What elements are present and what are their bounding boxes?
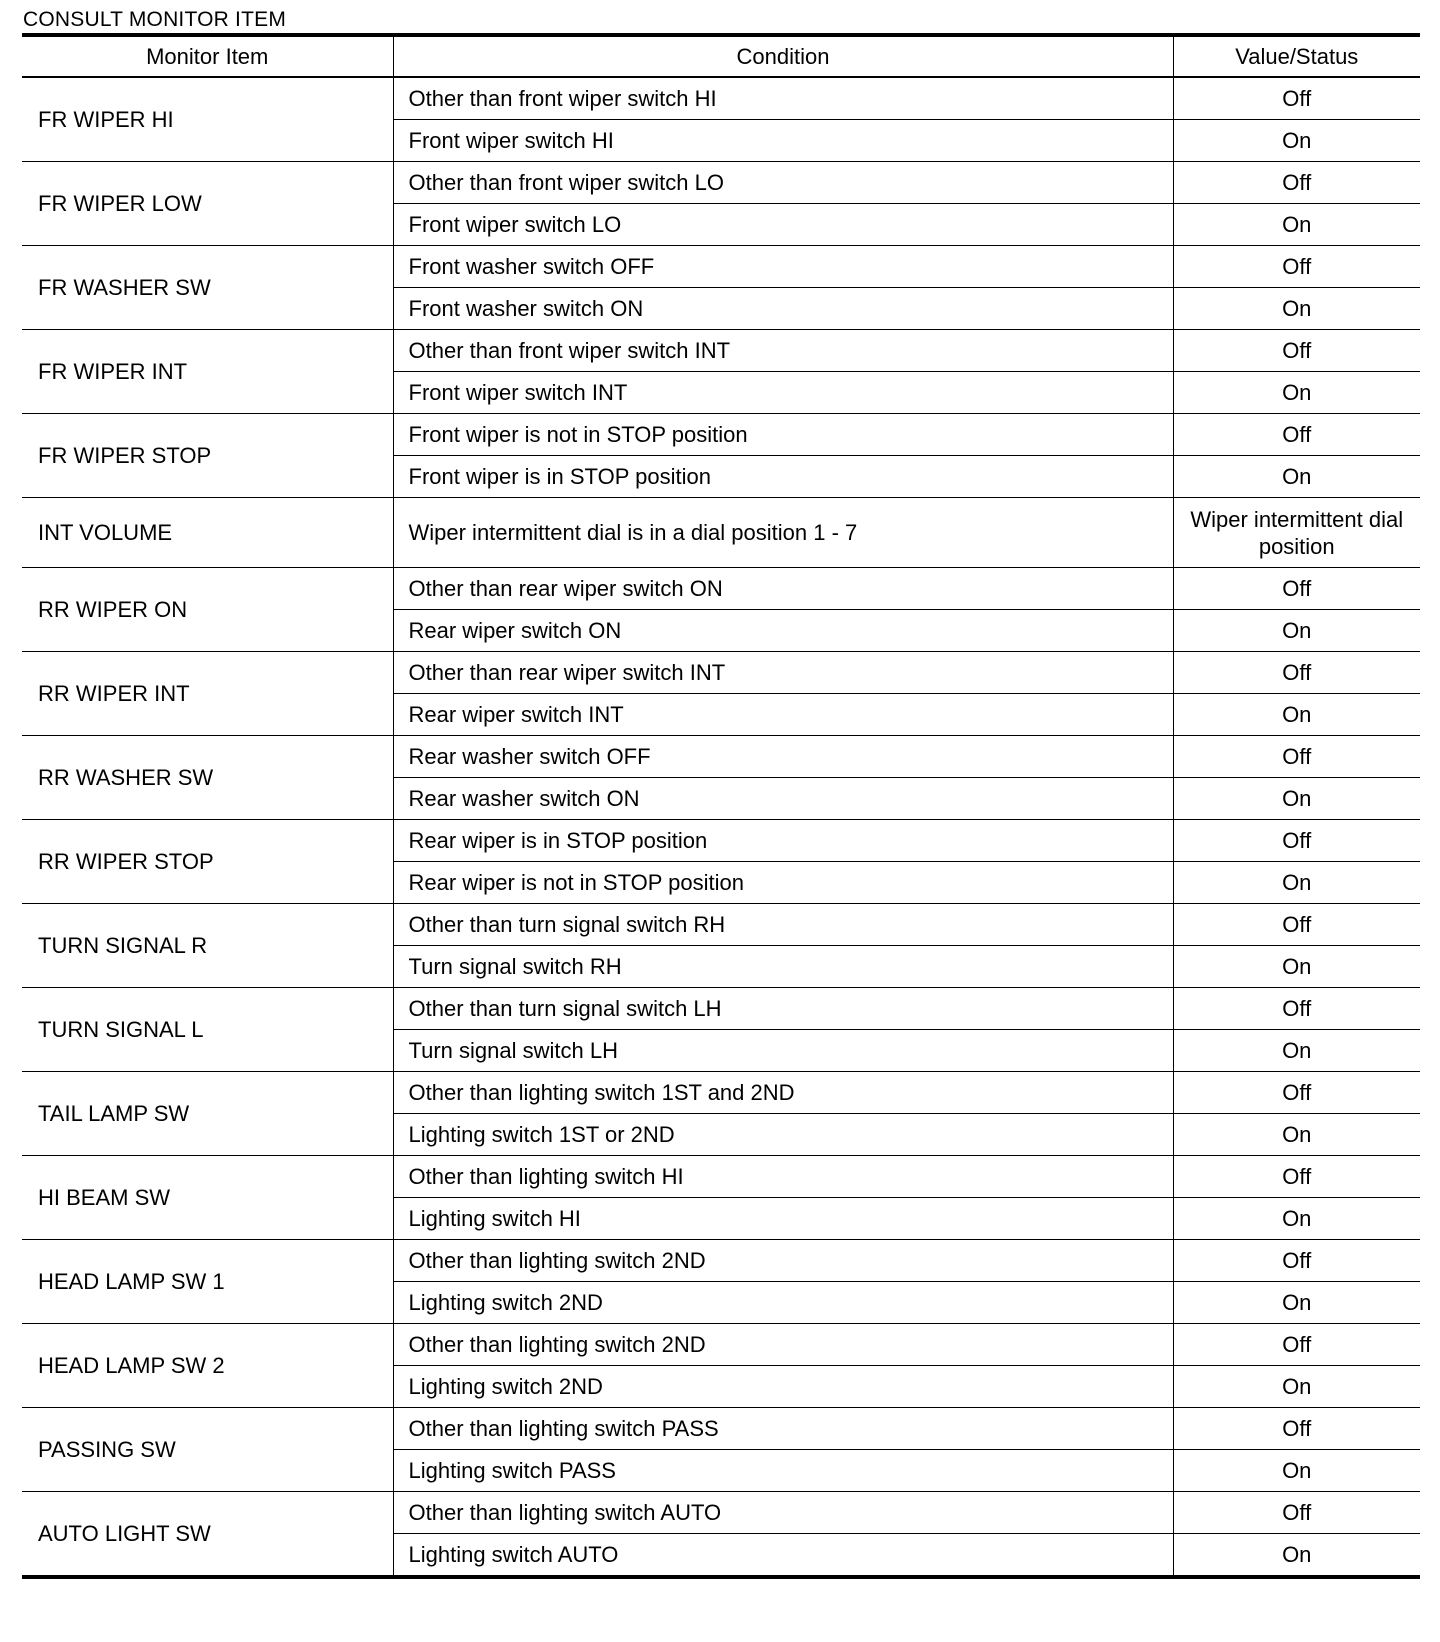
page-title: CONSULT MONITOR ITEM <box>23 8 287 31</box>
table-row <box>22 1492 1420 1534</box>
table-row <box>22 736 1420 778</box>
value-status-cell: Off <box>1173 246 1420 288</box>
condition-cell: Other than lighting switch 1ST and 2ND <box>393 1072 1173 1114</box>
condition-cell: Other than lighting switch 2ND <box>393 1324 1173 1366</box>
condition-cell: Other than lighting switch AUTO <box>393 1492 1173 1534</box>
value-status-cell: Off <box>1173 1240 1420 1282</box>
header-value-status: Value/Status <box>1173 35 1420 77</box>
value-status-cell: Off <box>1173 1156 1420 1198</box>
value-status-cell: Off <box>1173 568 1420 610</box>
value-status-cell: Off <box>1173 330 1420 372</box>
monitor-item-cell: TURN SIGNAL R <box>22 904 393 988</box>
condition-cell: Turn signal switch LH <box>393 1030 1173 1072</box>
condition-cell: Front wiper is not in STOP position <box>393 414 1173 456</box>
header-monitor-item: Monitor Item <box>22 35 393 77</box>
condition-cell: Other than turn signal switch RH <box>393 904 1173 946</box>
condition-cell: Other than front wiper switch INT <box>393 330 1173 372</box>
condition-cell: Other than front wiper switch LO <box>393 162 1173 204</box>
monitor-item-cell: RR WIPER INT <box>22 652 393 736</box>
value-status-cell: On <box>1173 1198 1420 1240</box>
condition-cell: Rear wiper switch ON <box>393 610 1173 652</box>
monitor-item-cell: HEAD LAMP SW 1 <box>22 1240 393 1324</box>
condition-cell: Rear wiper switch INT <box>393 694 1173 736</box>
monitor-item-cell: FR WIPER HI <box>22 77 393 162</box>
condition-cell: Other than lighting switch PASS <box>393 1408 1173 1450</box>
monitor-item-cell: INT VOLUME <box>22 498 393 568</box>
table-row <box>22 1072 1420 1114</box>
table-row <box>22 77 1420 120</box>
monitor-item-cell: HI BEAM SW <box>22 1156 393 1240</box>
table-row <box>22 498 1420 568</box>
monitor-item-cell: PASSING SW <box>22 1408 393 1492</box>
value-status-cell: Wiper intermittent dial position <box>1173 498 1420 568</box>
condition-cell: Rear washer switch ON <box>393 778 1173 820</box>
condition-cell: Lighting switch 2ND <box>393 1366 1173 1408</box>
value-status-cell: On <box>1173 1114 1420 1156</box>
value-status-cell: Off <box>1173 1324 1420 1366</box>
value-status-cell: Off <box>1173 988 1420 1030</box>
table-row <box>22 904 1420 946</box>
monitor-item-cell: RR WIPER STOP <box>22 820 393 904</box>
value-status-cell: On <box>1173 204 1420 246</box>
value-status-cell: Off <box>1173 736 1420 778</box>
monitor-item-cell: RR WIPER ON <box>22 568 393 652</box>
table-row <box>22 988 1420 1030</box>
header-condition: Condition <box>393 35 1173 77</box>
monitor-item-cell: FR WIPER STOP <box>22 414 393 498</box>
value-status-cell: Off <box>1173 1408 1420 1450</box>
value-status-cell: On <box>1173 1366 1420 1408</box>
value-status-cell: On <box>1173 778 1420 820</box>
table-row <box>22 246 1420 288</box>
value-status-cell: On <box>1173 1450 1420 1492</box>
condition-cell: Other than lighting switch HI <box>393 1156 1173 1198</box>
monitor-item-cell: TURN SIGNAL L <box>22 988 393 1072</box>
condition-cell: Front washer switch ON <box>393 288 1173 330</box>
condition-cell: Front wiper switch LO <box>393 204 1173 246</box>
table-row <box>22 1408 1420 1450</box>
value-status-cell: On <box>1173 862 1420 904</box>
table-row <box>22 1156 1420 1198</box>
value-status-cell: On <box>1173 946 1420 988</box>
condition-cell: Rear wiper is in STOP position <box>393 820 1173 862</box>
value-status-cell: On <box>1173 1534 1420 1578</box>
monitor-item-cell: FR WASHER SW <box>22 246 393 330</box>
monitor-item-cell: TAIL LAMP SW <box>22 1072 393 1156</box>
condition-cell: Lighting switch HI <box>393 1198 1173 1240</box>
table-row <box>22 414 1420 456</box>
table-row <box>22 568 1420 610</box>
condition-cell: Front wiper switch HI <box>393 120 1173 162</box>
value-status-cell: Off <box>1173 820 1420 862</box>
condition-cell: Turn signal switch RH <box>393 946 1173 988</box>
condition-cell: Other than front wiper switch HI <box>393 77 1173 120</box>
condition-cell: Other than rear wiper switch INT <box>393 652 1173 694</box>
value-status-cell: On <box>1173 694 1420 736</box>
condition-cell: Other than lighting switch 2ND <box>393 1240 1173 1282</box>
condition-cell: Rear wiper is not in STOP position <box>393 862 1173 904</box>
value-status-cell: Off <box>1173 1072 1420 1114</box>
value-status-cell: On <box>1173 120 1420 162</box>
condition-cell: Rear washer switch OFF <box>393 736 1173 778</box>
condition-cell: Lighting switch AUTO <box>393 1534 1173 1578</box>
table-body <box>22 77 1420 1577</box>
table-row <box>22 162 1420 204</box>
condition-cell: Lighting switch 2ND <box>393 1282 1173 1324</box>
value-status-cell: Off <box>1173 77 1420 120</box>
value-status-cell: On <box>1173 456 1420 498</box>
value-status-cell: Off <box>1173 1492 1420 1534</box>
condition-cell: Other than turn signal switch LH <box>393 988 1173 1030</box>
condition-cell: Front washer switch OFF <box>393 246 1173 288</box>
table-row <box>22 1240 1420 1282</box>
value-status-cell: Off <box>1173 904 1420 946</box>
monitor-item-cell: RR WASHER SW <box>22 736 393 820</box>
condition-cell: Lighting switch PASS <box>393 1450 1173 1492</box>
table-header-row <box>22 35 1420 77</box>
consult-monitor-table <box>22 33 1420 1579</box>
table-row <box>22 820 1420 862</box>
condition-cell: Front wiper is in STOP position <box>393 456 1173 498</box>
condition-cell: Front wiper switch INT <box>393 372 1173 414</box>
value-status-cell: On <box>1173 1282 1420 1324</box>
value-status-cell: On <box>1173 372 1420 414</box>
condition-cell: Wiper intermittent dial is in a dial position 1 - 7 <box>393 498 1173 568</box>
monitor-item-cell: HEAD LAMP SW 2 <box>22 1324 393 1408</box>
monitor-item-cell: FR WIPER LOW <box>22 162 393 246</box>
value-status-cell: Off <box>1173 162 1420 204</box>
monitor-item-cell: FR WIPER INT <box>22 330 393 414</box>
value-status-cell: On <box>1173 610 1420 652</box>
condition-cell: Lighting switch 1ST or 2ND <box>393 1114 1173 1156</box>
value-status-cell: Off <box>1173 414 1420 456</box>
table-row <box>22 1324 1420 1366</box>
value-status-cell: On <box>1173 1030 1420 1072</box>
value-status-cell: On <box>1173 288 1420 330</box>
value-status-cell: Off <box>1173 652 1420 694</box>
table-row <box>22 330 1420 372</box>
condition-cell: Other than rear wiper switch ON <box>393 568 1173 610</box>
monitor-item-cell: AUTO LIGHT SW <box>22 1492 393 1578</box>
table-row <box>22 652 1420 694</box>
